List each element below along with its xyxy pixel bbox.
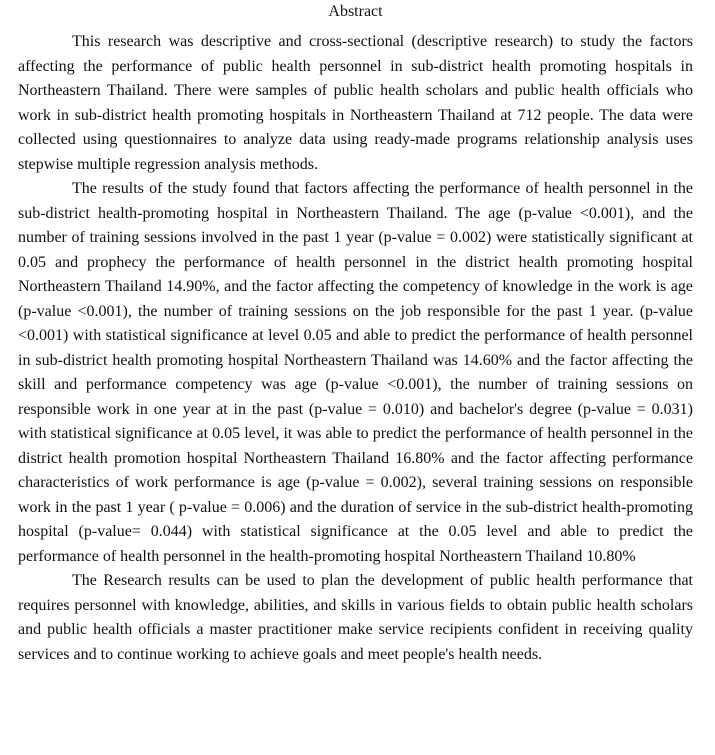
abstract-paragraph-1: This research was descriptive and cross-sectional (descriptive research) to study the factors affecting the performance of public health personnel in sub-district health promoting hospitals in Northeastern Thailand. There were samples of public health scholars and public health officials who work in sub-district health promoting hospitals in Northeastern Thailand at 712 people. The data were collected using questionnaires to analyze data using ready-made programs relationship analysis uses stepwise multiple regression analysis methods.: [18, 33, 693, 173]
abstract-title: Abstract: [328, 3, 383, 20]
abstract-page: [18, 0, 693, 667]
abstract-paragraph-3: The Research results can be used to plan the development of public health performance that requires personnel with knowledge, abilities, and skills in various fields to obtain public health scholars and public health officials a master practitioner make service recipients confident in receiving quality services and to continue working to achieve goals and meet people's health needs.: [18, 572, 693, 663]
abstract-paragraph-2: The results of the study found that factors affecting the performance of health personnel in the sub-district health-promoting hospital in Northeastern Thailand. The age (p-value <0.001), and the number of training sessions involved in the past 1 year (p-value = 0.002) were statistically significant at 0.05 and prophecy the performance of health personnel in the district health promoting hospital Northeastern Thailand 14.90%, and the factor affecting the competency of knowledge in the work is age (p-value <0.001), the number of training sessions on the job responsible for the past 1 year. (p-value <0.001) with statistical significance at level 0.05 and able to predict the performance of health personnel in sub-district health promoting hospital Northeastern Thailand was 14.60% and the factor affecting the skill and performance competency was age (p-value <0.001), the number of training sessions on responsible work in one year at in the past (p-value = 0.010) and bachelor's degree (p-value = 0.031) with statistical significance at 0.05 level, it was able to predict the performance of health personnel in the district health promotion hospital Northeastern Thailand 16.80% and the factor affecting performance characteristics of work performance is age (p-value = 0.002), several training sessions on responsible work in the past 1 year ( p-value = 0.006) and the duration of service in the sub-district health-promoting hospital (p-value= 0.044) with statistical significance at the 0.05 level and able to predict the performance of health personnel in the health-promoting hospital Northeastern Thailand 10.80%: [18, 180, 693, 565]
